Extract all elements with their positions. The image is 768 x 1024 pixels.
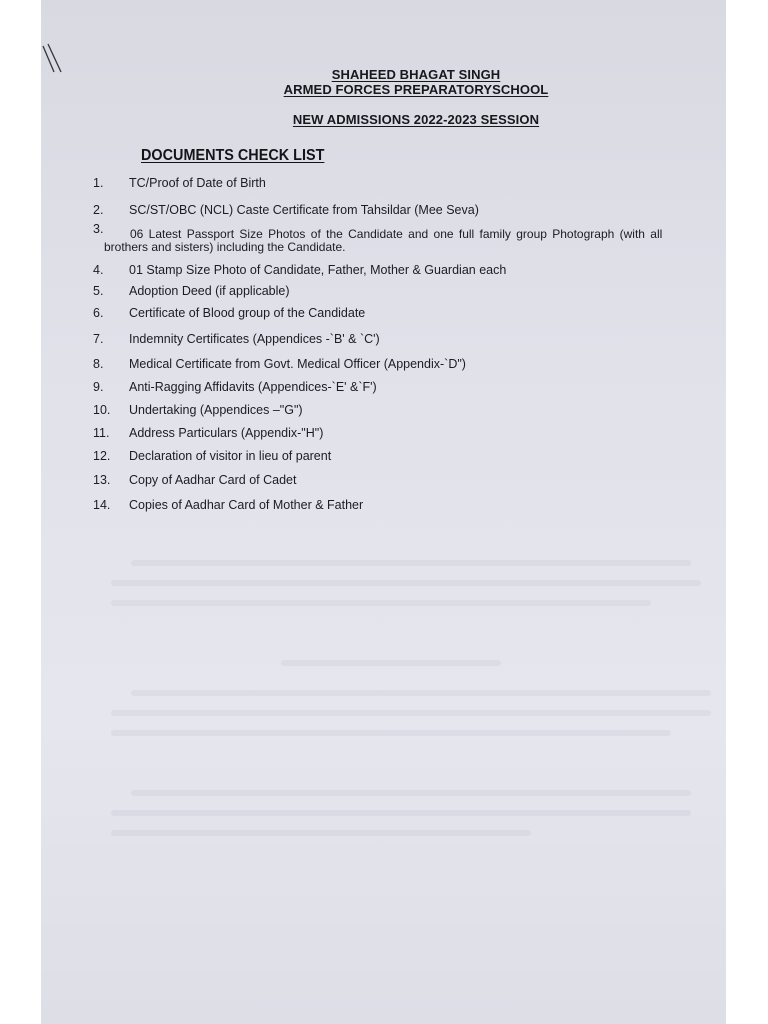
item-number: 8. [93,357,104,371]
item-text: Certificate of Blood group of the Candidate [129,306,366,320]
item-number: 14. [93,498,111,512]
item-number: 11. [93,426,110,440]
item-number: 12. [93,449,111,463]
item-number: 4. [93,263,104,277]
item-number: 10. [93,403,111,417]
item-text: Address Particulars (Appendix-"H") [129,426,324,440]
item-text: Indemnity Certificates (Appendices -`B' & `C') [129,332,380,346]
item-text: Declaration of visitor in lieu of parent [129,449,332,463]
item-number: 3. [93,222,104,236]
item-text: Anti-Ragging Affidavits (Appendices-`E' &`F') [129,380,377,394]
item-text: TC/Proof of Date of Birth [129,176,266,190]
item-text: Medical Certificate from Govt. Medical Officer (Appendix-`D") [129,357,466,371]
session-heading: NEW ADMISSIONS 2022-2023 SESSION [292,112,540,127]
item-text: Copies of Aadhar Card of Mother & Father [129,498,364,512]
item-number: 5. [93,284,104,298]
school-name-line2: ARMED FORCES PREPARATORYSCHOOL [283,82,549,97]
item-number: 7. [93,332,104,346]
item-text: Adoption Deed (if applicable) [129,284,290,298]
item-text: 01 Stamp Size Photo of Candidate, Father, Mother & Guardian each [129,263,507,277]
item-text: 06 Latest Passport Size Photos of the Candidate and one full family group Photograph (with all [130,227,663,241]
item-number: 13. [93,473,111,487]
item-text: Undertaking (Appendices –"G") [129,403,303,417]
item-number: 9. [93,380,104,394]
item-text-continued: brothers and sisters) including the Candidate. [104,240,346,254]
checklist-title: DOCUMENTS CHECK LIST [141,147,325,164]
item-text: Copy of Aadhar Card of Cadet [129,473,297,487]
school-name-line1: SHAHEED BHAGAT SINGH [331,67,501,82]
item-number: 6. [93,306,104,320]
item-number: 1. [93,176,104,190]
item-number: 2. [93,203,104,217]
item-text: SC/ST/OBC (NCL) Caste Certificate from Tahsildar (Mee Seva) [129,203,479,217]
